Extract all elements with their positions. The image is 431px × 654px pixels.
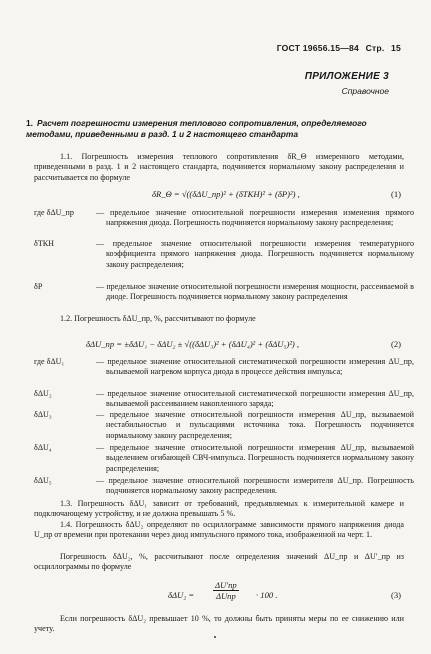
definition-text: — предельное значение относительной систематической погрешности измерения ΔU_пр, вызываемой рассеиванием накопленного заряда; <box>96 389 414 409</box>
formula-3-rhs: · 100 . <box>256 590 278 600</box>
paragraph-1-3: 1.3. Погрешность δΔU₁ зависит от требований, предъявляемых к измерительной камере и подключающему устройству, и не должна превышать 5 %. <box>34 499 404 519</box>
fraction-numerator: ΔU′пр <box>215 580 237 590</box>
formula-2: δΔU_пр = ±δΔU₁ − δΔU₂ ± √((δΔU₃)² + (δΔU₄)² + (δΔU₅)²) , <box>86 339 300 349</box>
appendix-title: ПРИЛОЖЕНИЕ 3 <box>304 71 389 82</box>
formula-1: δR_Θ = √((δΔU_пр)² + (δTKH)² + (δP)²) , <box>152 189 300 199</box>
definition-text: — предельное значение относительной погрешности измерения температурного коэффициента прямого напряжения диода. Погрешность подчиняется нормальному закону распределения; <box>96 239 414 269</box>
definition-term: δΔU₂ <box>34 389 52 398</box>
formula-3-lhs: δΔU₂ = <box>168 590 195 600</box>
definition-text: — предельное значение относительной погрешности измерения мощности, рассеиваемой в диоде. Погрешность подчиняется нормальному закону распределения <box>96 282 414 302</box>
definition-term: δΔU₅ <box>34 476 52 485</box>
definition-term: где δΔU_пр <box>34 208 74 217</box>
page-label: Стр. <box>365 43 385 53</box>
page-mark <box>214 636 216 638</box>
definition-term: где δΔU₁ <box>34 357 65 366</box>
definition-text: — предельное значение относительной систематической погрешности измерения ΔU_пр, вызываемой нагревом корпуса диода в процессе действия импульса; <box>96 357 414 377</box>
definition-term: δΔU₄ <box>34 443 52 452</box>
paragraph-1-4: 1.4. Погрешность δΔU₂ определяют по осциллограмме зависимости прямого напряжения диода U_пр от времени при протекании через диод импульсного прямого тока, изображенной на черт. 1. <box>34 520 404 540</box>
definition-text: — предельное значение относительной погрешности измерения ΔU_пр, вызываемой выделением огибающей СВЧ-импульса. Погрешность подчиняется нормальному закону распределения; <box>96 443 414 473</box>
formula-2-number: (2) <box>390 339 401 349</box>
formula-3-fraction <box>213 580 239 601</box>
paragraph-final: Если погрешность δΔU₂ превышает 10 %, то должны быть приняты меры по ее снижению или учету. <box>34 614 404 634</box>
formula-3-number: (3) <box>390 590 401 600</box>
section-title-text: Расчет погрешности измерения теплового сопротивления, определяемого методами, приведенными в разд. 1 и 2 настоящего стандарта <box>26 118 367 139</box>
definition-text: — предельное значение относительной погрешности измерения ΔU_пр, вызываемой нестабильностью и пульсациями источника тока. Погрешность подчиняется нормальному закону распределения; <box>96 410 414 440</box>
standard-code: ГОСТ 19656.15—84 <box>276 43 359 53</box>
definition-text: — предельное значение относительной погрешности измерителя ΔU_пр. Погрешность подчиняется нормальному закону распределения. <box>96 476 414 496</box>
section-title <box>26 118 401 140</box>
paragraph-1-4-continued: Погрешность δΔU₂, %, рассчитывают после определения значений ΔU_пр и ΔU′_пр из осциллограммы по формуле <box>34 552 404 572</box>
definition-term: δP <box>34 282 43 291</box>
section-number: 1. <box>26 118 33 128</box>
definition-text: — предельное значение относительной погрешности измерения изменения прямого напряжения диода. Погрешность подчиняется нормальному закону распределения; <box>96 208 414 228</box>
page-number: 15 <box>391 43 401 53</box>
appendix-subtitle: Справочное <box>341 86 389 96</box>
paragraph-1-1: 1.1. Погрешность измерения теплового сопротивления δR_Θ измеренного методами, приведенными в разд. 1 и 2 настоящего стандарта, подчиняется нормальному закону распределения и рассчитывается по формуле <box>34 152 404 182</box>
formula-1-number: (1) <box>390 189 401 199</box>
paragraph-1-2: 1.2. Погрешность δΔU_пр, %, рассчитывают по формуле <box>60 314 256 323</box>
definition-term: δΔU₃ <box>34 410 52 419</box>
fraction-denominator: ΔUпр <box>215 591 236 601</box>
definition-term: δТКН <box>34 239 55 248</box>
page-header <box>273 43 401 53</box>
